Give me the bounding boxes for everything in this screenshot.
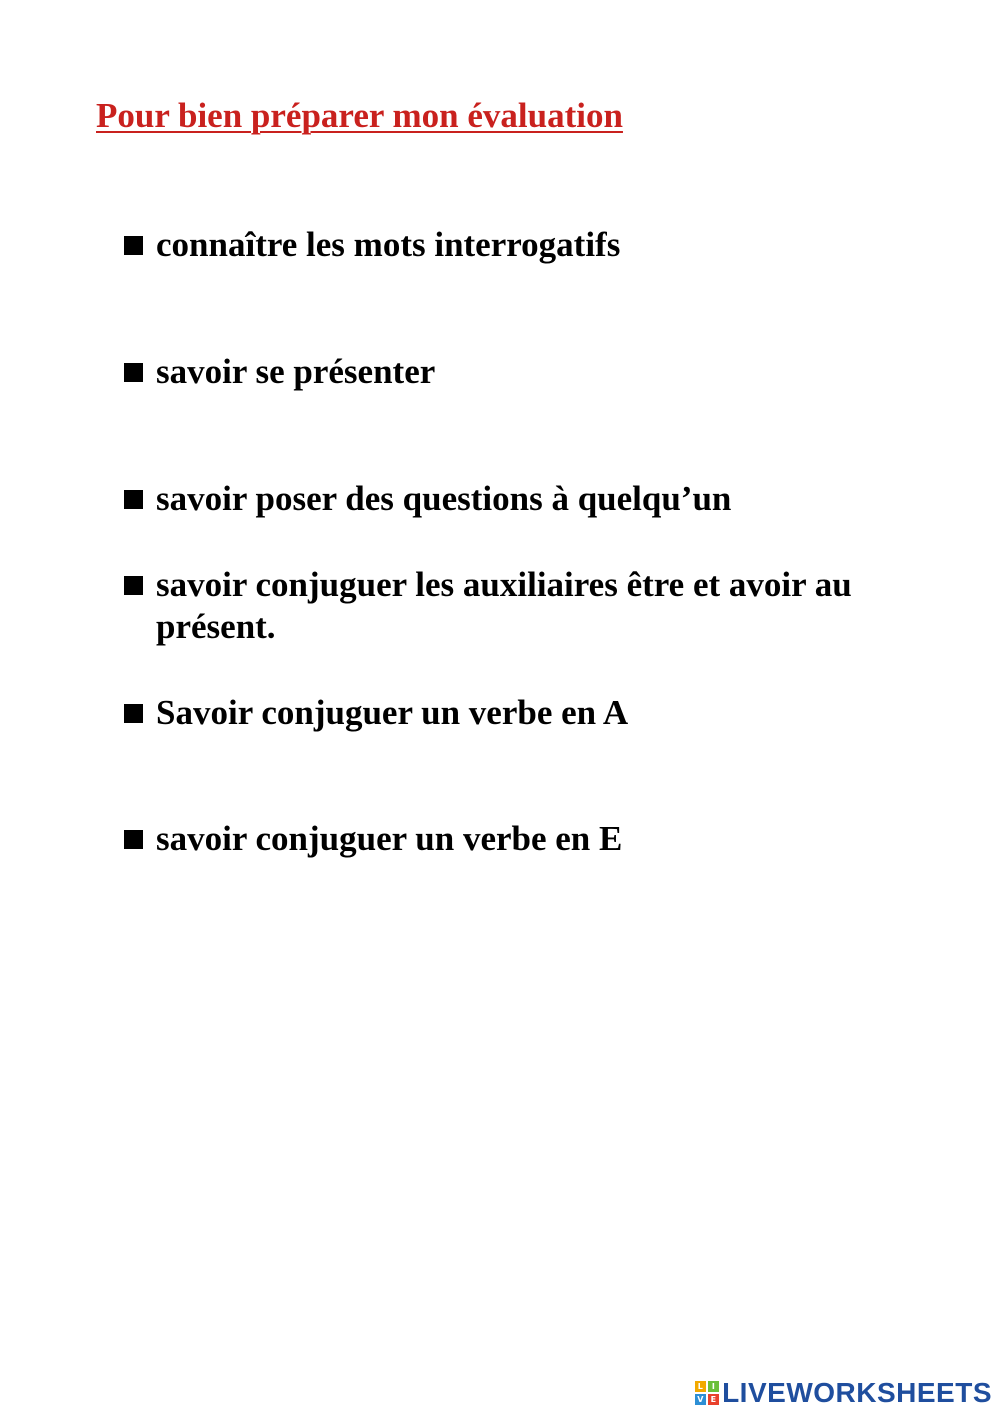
checklist-item xyxy=(124,692,924,734)
watermark-text: LIVEWORKSHEETS xyxy=(722,1377,992,1408)
logo-letter: E xyxy=(708,1394,719,1405)
checklist-item-text: connaître les mots interrogatifs xyxy=(156,225,621,264)
square-bullet-icon xyxy=(124,704,143,723)
checklist-item-text: savoir se présenter xyxy=(156,352,436,391)
logo-letter: L xyxy=(695,1381,706,1392)
logo-letter: V xyxy=(695,1394,706,1405)
square-bullet-icon xyxy=(124,363,143,382)
square-bullet-icon xyxy=(124,490,143,509)
liveworksheets-watermark xyxy=(695,1377,992,1409)
square-bullet-icon xyxy=(124,576,143,595)
checklist-item xyxy=(124,224,924,266)
page-title: Pour bien préparer mon évaluation xyxy=(96,96,623,135)
checklist-item xyxy=(124,351,924,393)
square-bullet-icon xyxy=(124,830,143,849)
liveworksheets-logo-icon xyxy=(695,1381,719,1405)
checklist-item-text: savoir conjuguer les auxiliaires être et avoir au présent. xyxy=(156,565,852,646)
logo-letter: I xyxy=(708,1381,719,1392)
checklist-item xyxy=(124,818,924,860)
checklist-item xyxy=(124,564,924,648)
checklist-item xyxy=(124,478,924,520)
checklist-item-text: savoir conjuguer un verbe en E xyxy=(156,819,623,858)
checklist-item-text: Savoir conjuguer un verbe en A xyxy=(156,693,629,732)
square-bullet-icon xyxy=(124,236,143,255)
checklist-item-text: savoir poser des questions à quelqu’un xyxy=(156,479,732,518)
